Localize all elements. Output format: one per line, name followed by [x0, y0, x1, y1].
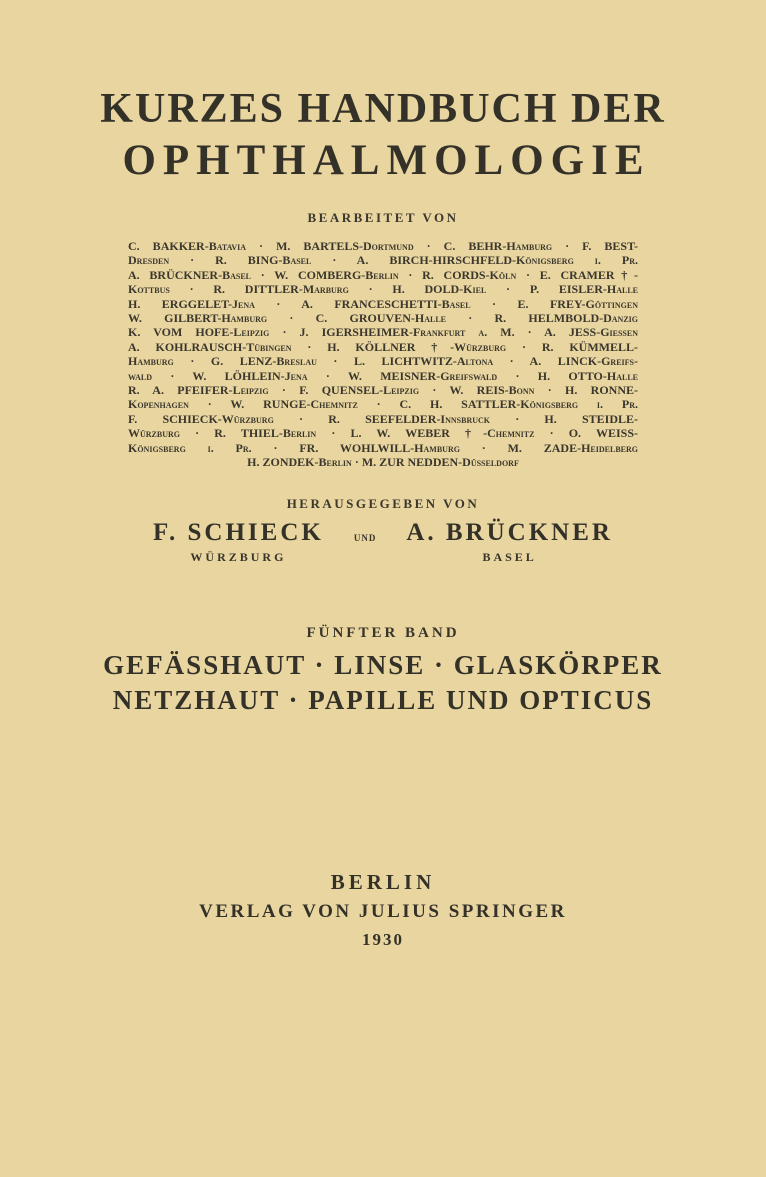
- contributor-line: H. ERGGELET-Jena · A. FRANCESCHETTI-Basel · E. FREY-Göttingen: [128, 296, 638, 311]
- bearbeitet-von-label: BEARBEITET VON: [307, 210, 459, 225]
- book-title: [0, 84, 766, 188]
- editors-row: [0, 519, 766, 565]
- contributors-list: [128, 239, 638, 470]
- imprint-city: BERLIN: [330, 869, 436, 894]
- editor-brueckner: [406, 519, 613, 565]
- volume-title-line-1: GEFÄSSHAUT · LINSE · GLASKÖRPER: [103, 649, 663, 680]
- volume-number-label: FÜNFTER BAND: [306, 624, 460, 641]
- contributor-line: F. SCHIECK-Würzburg · R. SEEFELDER-Innsbruck · H. STEIDLE-: [128, 411, 638, 426]
- book-title-line-2: OPHTHALMOLOGIE: [122, 137, 651, 184]
- herausgegeben-von-label: HERAUSGEGEBEN VON: [286, 495, 480, 511]
- contributor-line: C. BAKKER-Batavia · M. BARTELS-Dortmund · C. BEHR-Hamburg · F. BEST-: [128, 239, 638, 253]
- contributor-line: R. A. PFEIFER-Leipzig · F. QUENSEL-Leipzig · W. REIS-Bonn · H. RONNE-: [128, 383, 638, 398]
- imprint: [0, 870, 766, 950]
- contributor-line: Würzburg · R. THIEL-Berlin · L. W. WEBER †-Chemnitz · O. WEISS-: [128, 426, 638, 441]
- contributor-line: A. KOHLRAUSCH-Tübingen · H. KÖLLNER †-Würzburg · R. KÜMMELL-: [128, 339, 638, 354]
- book-title-page: [0, 84, 766, 1177]
- contributor-line: H. ZONDEK-Berlin · M. ZUR NEDDEN-Düsseldorf: [247, 455, 519, 470]
- contributor-line: Kopenhagen · W. RUNGE-Chemnitz · C. H. SATTLER-Königsberg i. Pr.: [128, 397, 638, 412]
- book-title-line-1: KURZES HANDBUCH DER: [100, 86, 666, 132]
- contributor-line: A. BRÜCKNER-Basel · W. COMBERG-Berlin · R. CORDS-Köln · E. CRAMER†-: [128, 267, 638, 282]
- imprint-publisher: VERLAG VON JULIUS SPRINGER: [199, 900, 567, 922]
- und-label: und: [353, 528, 377, 544]
- editor-name: F. SCHIECK: [153, 518, 324, 546]
- contributor-line: Kottbus · R. DITTLER-Marburg · H. DOLD-Kiel · P. EISLER-Halle: [128, 282, 638, 297]
- imprint-year: 1930: [362, 929, 404, 949]
- contributor-line: Hamburg · G. LENZ-Breslau · L. LICHTWITZ-Altona · A. LINCK-Greifs-: [128, 354, 638, 369]
- contributor-line: wald · W. LÖHLEIN-Jena · W. MEISNER-Greifswald · H. OTTO-Halle: [128, 368, 638, 383]
- contributor-line: Dresden · R. BING-Basel · A. BIRCH-HIRSCHFELD-Königsberg i. Pr.: [128, 253, 638, 268]
- editor-city: BASEL: [482, 549, 537, 564]
- volume-title-line-2: NETZHAUT · PAPILLE UND OPTICUS: [112, 684, 654, 715]
- editor-city: WÜRZBURG: [190, 549, 287, 564]
- contributor-line: W. GILBERT-Hamburg · C. GROUVEN-Halle · R. HELMBOLD-Danzig: [128, 311, 638, 326]
- contributor-line: Königsberg i. Pr. · FR. WOHLWILL-Hamburg · M. ZADE-Heidelberg: [128, 440, 638, 455]
- editor-schieck: [153, 519, 324, 565]
- volume-title: [0, 648, 766, 718]
- editor-name: A. BRÜCKNER: [406, 518, 613, 546]
- contributor-line: K. VOM HOFE-Leipzig · J. IGERSHEIMER-Frankfurt a. M. · A. JESS-Giessen: [128, 325, 638, 340]
